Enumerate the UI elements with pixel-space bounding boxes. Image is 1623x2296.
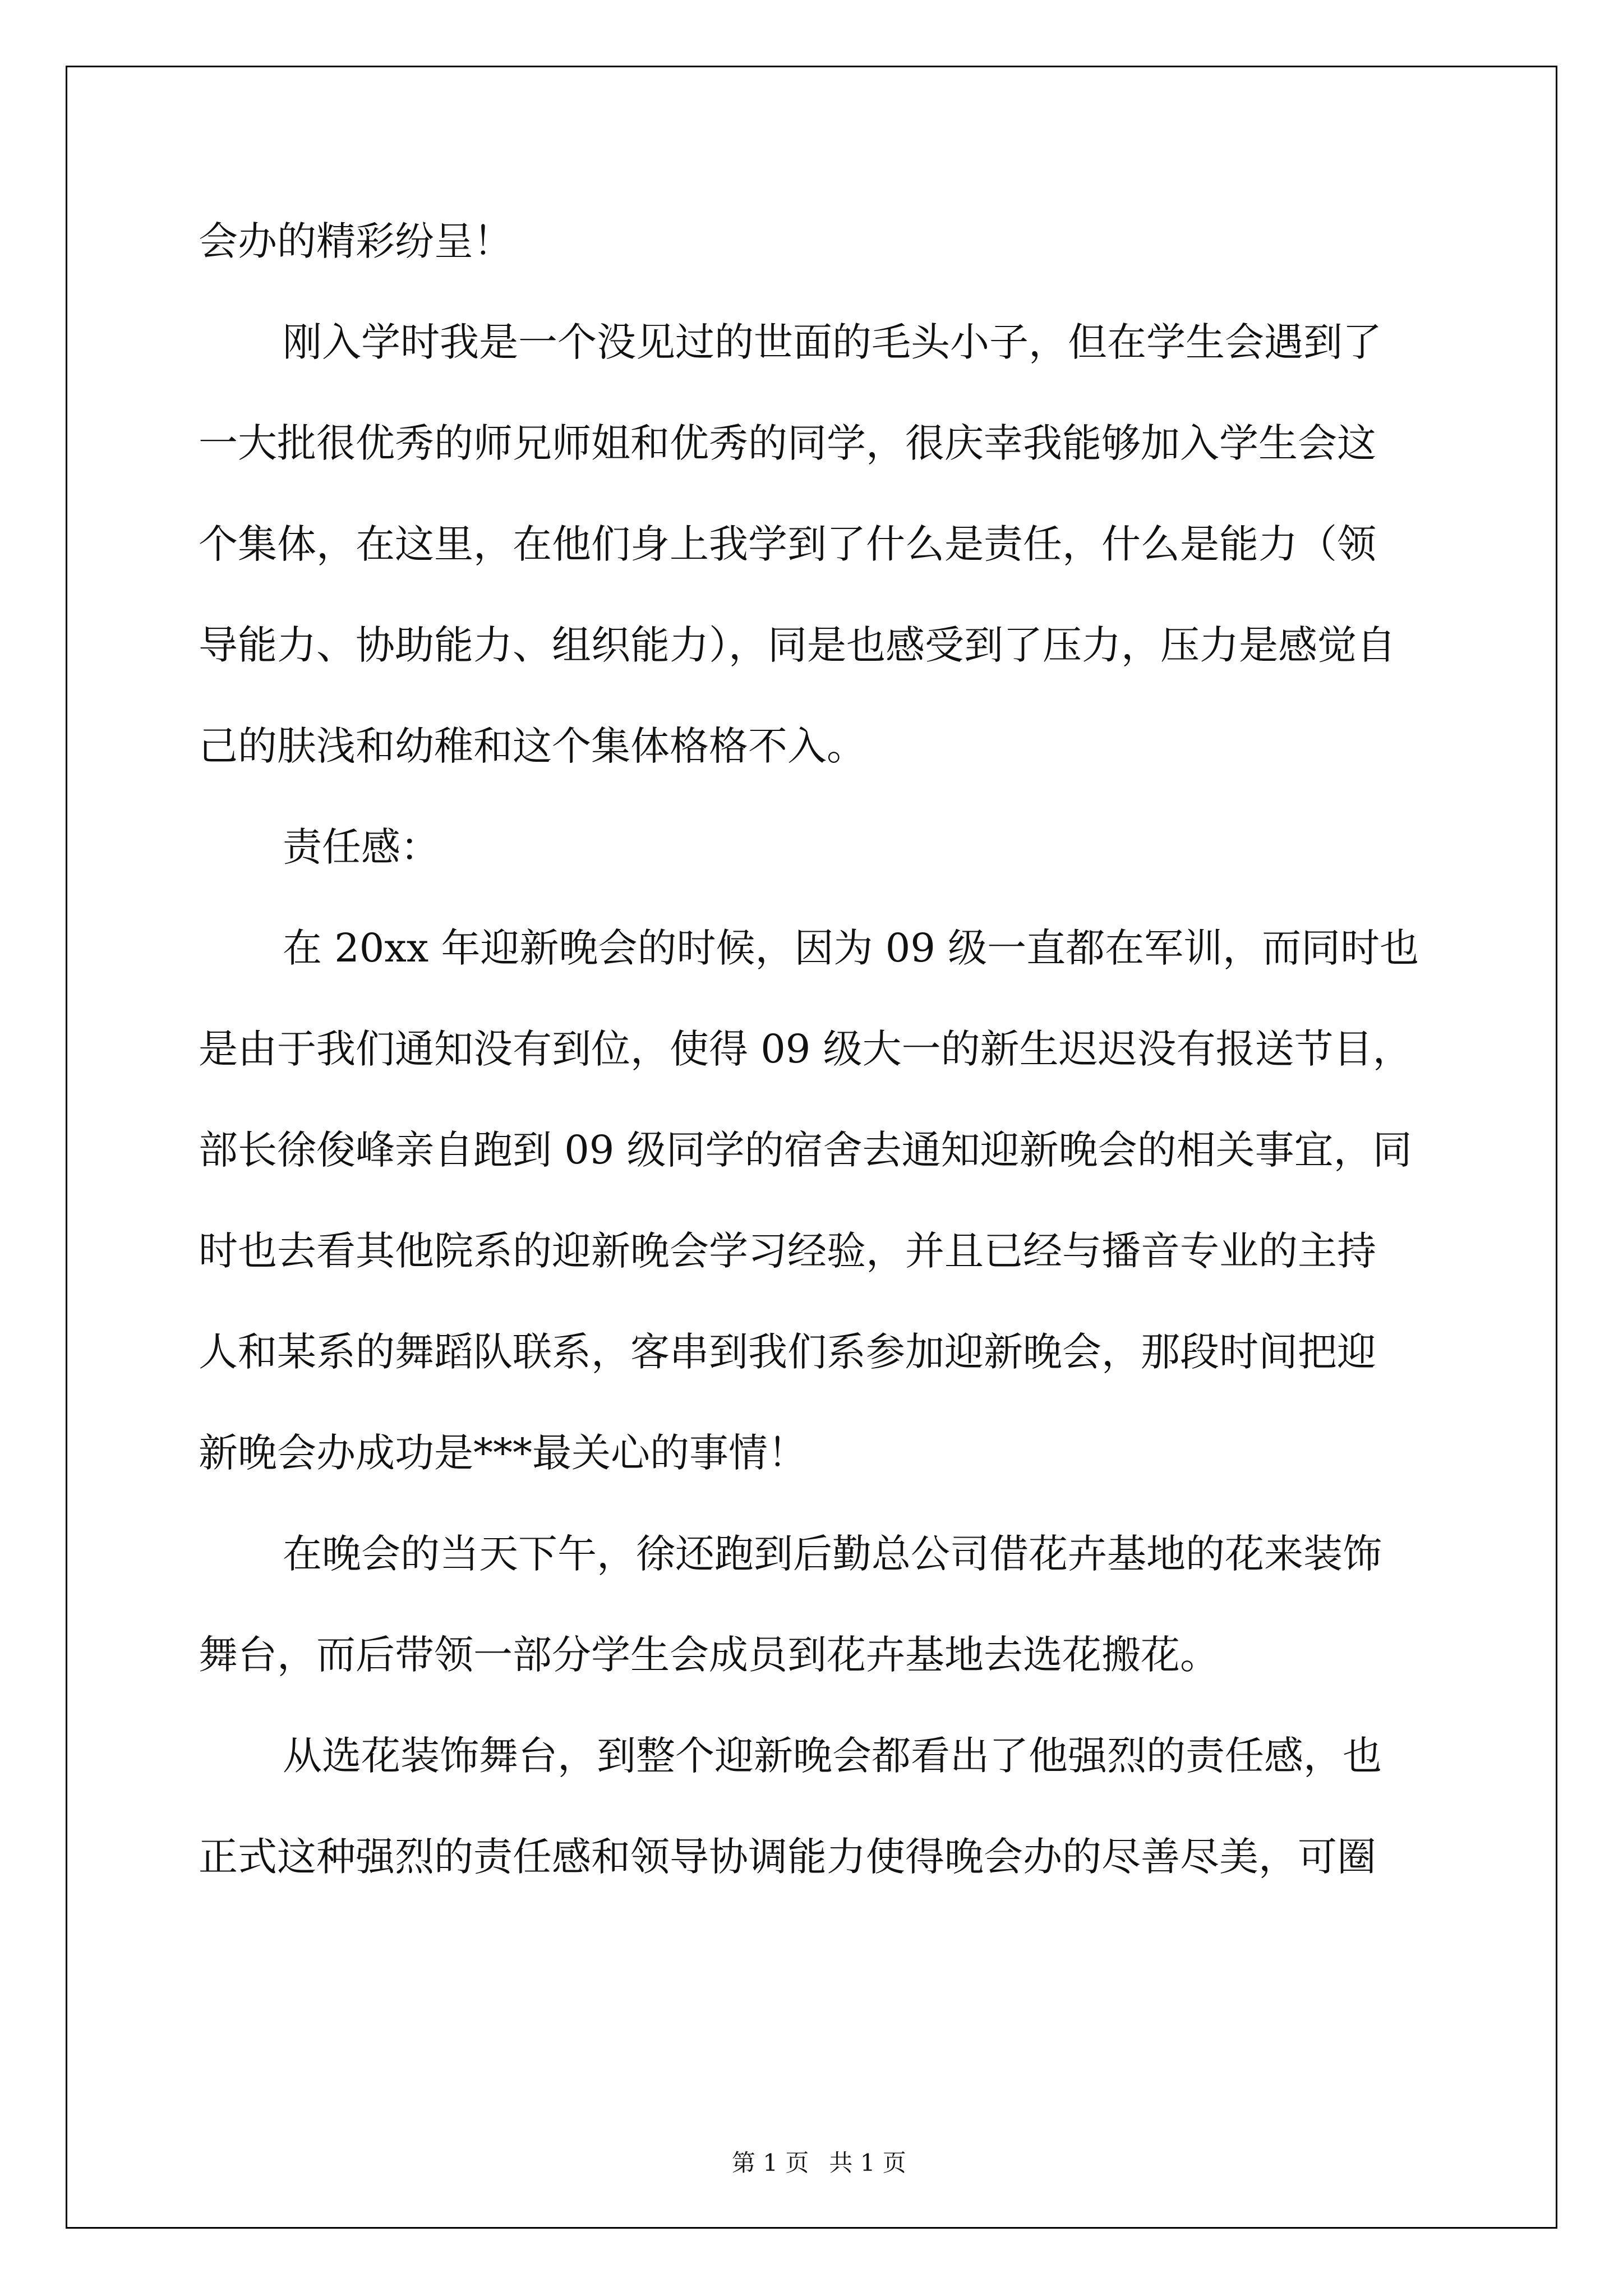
text-line: 己的肤浅和幼稚和这个集体格格不入。	[199, 723, 866, 769]
section-heading: 责任感：	[283, 824, 440, 870]
text-line: 会办的精彩纷呈！	[199, 218, 513, 264]
page-number: 第 1 页	[731, 2149, 809, 2177]
text-line: 正式这种强烈的责任感和领导协调能力使得晚会办的尽善尽美，可圈	[199, 1834, 1376, 1880]
page-count: 共 1 页	[829, 2149, 906, 2177]
text-line: 个集体，在这里，在他们身上我学到了什么是责任，什么是能力（领	[199, 521, 1376, 567]
text-line: 是由于我们通知没有到位，使得 09 级大一的新生迟迟没有报送节目，	[199, 1026, 1412, 1072]
text-line: 人和某系的舞蹈队联系，客串到我们系参加迎新晚会，那段时间把迎	[199, 1329, 1376, 1375]
text-line: 在 20xx 年迎新晚会的时候，因为 09 级一直都在军训，而同时也	[283, 925, 1419, 971]
text-line: 导能力、协助能力、组织能力），同是也感受到了压力，压力是感觉自	[199, 622, 1396, 668]
text-line: 时也去看其他院系的迎新晚会学习经验，并且已经与播音专业的主持	[199, 1228, 1376, 1274]
text-line: 部长徐俊峰亲自跑到 09 级同学的宿舍去通知迎新晚会的相关事宜，同	[199, 1127, 1412, 1173]
text-line: 从选花装饰舞台，到整个迎新晚会都看出了他强烈的责任感，也	[283, 1733, 1382, 1779]
text-line: 在晚会的当天下午，徐还跑到后勤总公司借花卉基地的花来装饰	[283, 1531, 1382, 1577]
page-footer	[0, 2119, 1623, 2178]
text-line: 舞台，而后带领一部分学生会成员到花卉基地去选花搬花。	[199, 1632, 1219, 1678]
text-line: 刚入学时我是一个没见过的世面的毛头小子，但在学生会遇到了	[283, 319, 1382, 365]
text-line: 新晚会办成功是***最关心的事情！	[199, 1430, 807, 1476]
text-line: 一大批很优秀的师兄师姐和优秀的同学，很庆幸我能够加入学生会这	[199, 420, 1376, 466]
